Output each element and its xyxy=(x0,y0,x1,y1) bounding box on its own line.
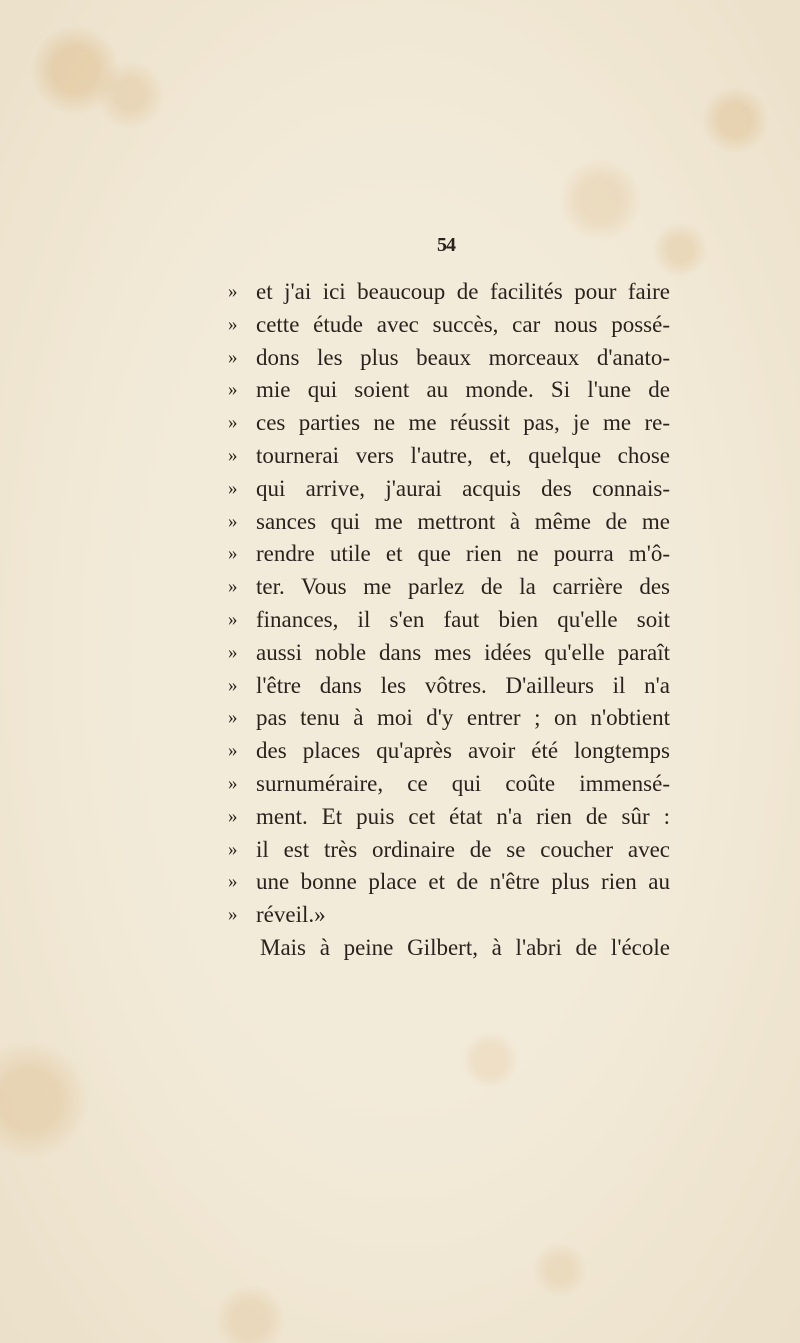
text-line xyxy=(228,866,678,899)
line-text: dons les plus beaux morceaux d'anato- xyxy=(256,344,670,370)
line-text: des places qu'après avoir été longtemps xyxy=(256,738,670,764)
line-text: Mais à peine Gilbert, à l'abri de l'école xyxy=(260,934,670,960)
text-line xyxy=(228,801,678,834)
line-text: ment. Et puis cet état n'a rien de sûr : xyxy=(256,803,670,829)
quote-mark: » xyxy=(228,444,238,466)
body-text xyxy=(228,276,678,965)
line-text: pas tenu à moi d'y entrer ; on n'obtient xyxy=(256,705,670,731)
text-line xyxy=(228,899,678,932)
page-number: 54 xyxy=(437,234,455,256)
quote-mark: » xyxy=(228,576,238,598)
line-text: l'être dans les vôtres. D'ailleurs il n'a xyxy=(256,672,670,698)
text-line xyxy=(228,637,678,670)
line-text: sances qui me mettront à même de me xyxy=(256,508,670,534)
quote-mark: » xyxy=(228,477,238,499)
line-text: ter. Vous me parlez de la carrière des xyxy=(256,574,670,600)
quote-mark: » xyxy=(228,772,238,794)
quote-mark: » xyxy=(228,838,238,860)
text-line xyxy=(228,440,678,473)
text-line xyxy=(228,571,678,604)
text-line xyxy=(228,276,678,309)
line-text: qui arrive, j'aurai acquis des connais- xyxy=(256,475,670,501)
line-text: surnuméraire, ce qui coûte immensé- xyxy=(256,770,670,796)
line-text: ces parties ne me réussit pas, je me re- xyxy=(256,410,670,436)
line-text: il est très ordinaire de se coucher avec xyxy=(256,836,670,862)
line-text: mie qui soient au monde. Si l'une de xyxy=(256,377,670,403)
quote-mark: » xyxy=(228,510,238,532)
line-text: cette étude avec succès, car nous possé- xyxy=(256,311,670,337)
quote-mark: » xyxy=(228,543,238,565)
text-line xyxy=(228,407,678,440)
text-line xyxy=(228,538,678,571)
quote-mark: » xyxy=(228,871,238,893)
text-line xyxy=(228,768,678,801)
line-text: et j'ai ici beaucoup de facilités pour faire xyxy=(256,279,670,304)
quote-mark: » xyxy=(228,313,238,335)
quote-mark: » xyxy=(228,805,238,827)
line-text: tournerai vers l'autre, et, quelque chose xyxy=(256,442,670,468)
quote-mark: » xyxy=(228,740,238,762)
line-text: une bonne place et de n'être plus rien au xyxy=(256,869,670,895)
quote-mark: » xyxy=(228,904,238,926)
line-text: rendre utile et que rien ne pourra m'ô- xyxy=(256,541,670,567)
text-line xyxy=(228,735,678,768)
text-line xyxy=(228,342,678,375)
text-line xyxy=(228,834,678,867)
line-text: réveil.» xyxy=(256,902,326,928)
quote-mark: » xyxy=(228,674,238,696)
text-line xyxy=(228,932,678,965)
quote-mark: » xyxy=(228,346,238,368)
text-line xyxy=(228,374,678,407)
text-line xyxy=(228,702,678,735)
text-line xyxy=(228,604,678,637)
text-line xyxy=(228,309,678,342)
text-line xyxy=(228,473,678,506)
text-line xyxy=(228,506,678,539)
quote-mark: » xyxy=(228,281,238,302)
line-text: finances, il s'en faut bien qu'elle soit xyxy=(256,606,670,632)
quote-mark: » xyxy=(228,379,238,401)
text-line xyxy=(228,670,678,703)
quote-mark: » xyxy=(228,707,238,729)
quote-mark: » xyxy=(228,412,238,434)
quote-mark: » xyxy=(228,641,238,663)
line-text: aussi noble dans mes idées qu'elle paraît xyxy=(256,639,670,665)
quote-mark: » xyxy=(228,608,238,630)
